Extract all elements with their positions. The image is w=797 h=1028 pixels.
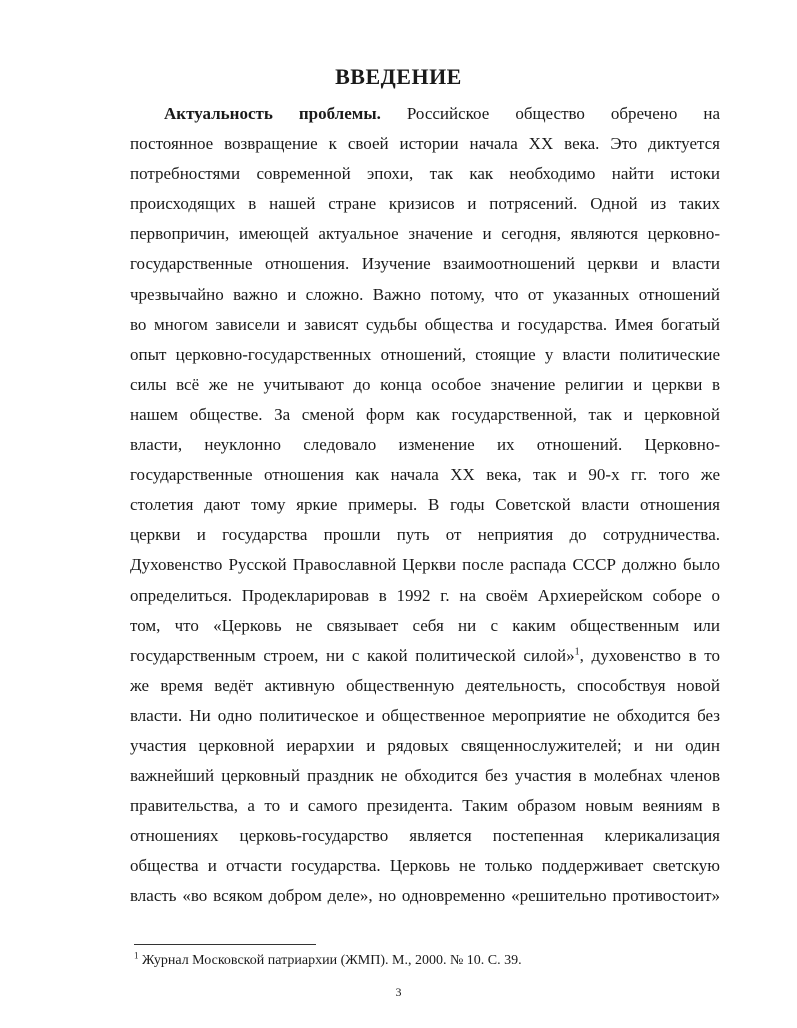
text-line: церкви и государства прошли путь от неприятия до сотрудничества. [130, 525, 720, 545]
text-line: Духовенство Русской Православной Церкви после распада СССР должно было [130, 555, 720, 575]
text-line: чрезвычайно важно и сложно. Важно потому, что от указанных отношений [130, 284, 720, 304]
text-line: власти. Ни одно политическое и общественное мероприятие не обходится без [130, 705, 720, 725]
text-line: столетия дают тому яркие примеры. В годы Советской власти отношения [130, 495, 720, 515]
text-line: участия церковной иерархии и рядовых священнослужителей; и ни один [130, 735, 720, 755]
text-line: опыт церковно-государственных отношений, стоящие у власти политические [130, 344, 720, 364]
text-line: же время ведёт активную общественную деятельность, способствуя новой [130, 675, 720, 695]
footnote-divider [134, 944, 316, 945]
text-line: важнейший церковный праздник не обходится без участия в молебнах членов [130, 766, 720, 786]
text-line: Актуальность проблемы. Российское общество обречено на [164, 104, 720, 123]
text-line: власть «во всяком добром деле», но одновременно «решительно противостоит» [130, 886, 720, 906]
text-line: том, что «Церковь не связывает себя ни с каким общественным или [130, 615, 720, 635]
body-text [130, 99, 720, 912]
text-line: государственные отношения как начала XX века, так и 90-х гг. того же [130, 465, 720, 485]
text-line: потребностями современной эпохи, так как необходимо найти истоки [130, 164, 720, 184]
page-number: 3 [395, 985, 402, 999]
text-line: происходящих в нашей стране кризисов и потрясений. Одной из таких [130, 194, 720, 214]
page-title: ВВЕДЕНИЕ [335, 64, 462, 89]
text-line: нашем обществе. За сменой форм как государственной, так и церковной [130, 404, 720, 424]
text-line: силы всё же не учитывают до конца особое значение религии и церкви в [130, 374, 720, 394]
section-heading: Актуальность проблемы. [164, 104, 381, 123]
text-line: государственные отношения. Изучение взаимоотношений церкви и власти [130, 254, 720, 274]
text-line: государственным строем, ни с какой политической силой»$^1$, духовенство в то [130, 645, 720, 665]
footnote-marker: 1 [134, 950, 139, 961]
footnote-text: Журнал Московской патриархии (ЖМП). М., 2000. № 10. С. 39. [142, 953, 522, 968]
text-line: отношениях церковь-государство является постепенная клерикализация [130, 826, 720, 846]
text-line: общества и отчасти государства. Церковь не только поддерживает светскую [130, 856, 720, 876]
text-line: правительства, а то и самого президента. Таким образом новым веяниям в [130, 796, 720, 816]
text-line: определиться. Продекларировав в 1992 г. на своём Архиерейском соборе о [130, 585, 720, 605]
text-line: власти, неуклонно следовало изменение их отношений. Церковно- [130, 435, 720, 455]
footnote-reference: 1 [574, 646, 580, 658]
text-line: во многом зависели и зависят судьбы общества и государства. Имея богатый [130, 314, 720, 334]
text-line: постоянное возвращение к своей истории начала XX века. Это диктуется [130, 134, 720, 154]
footnote [134, 950, 522, 969]
text-line: первопричин, имеющей актуальное значение и сегодня, являются церковно- [130, 224, 720, 244]
